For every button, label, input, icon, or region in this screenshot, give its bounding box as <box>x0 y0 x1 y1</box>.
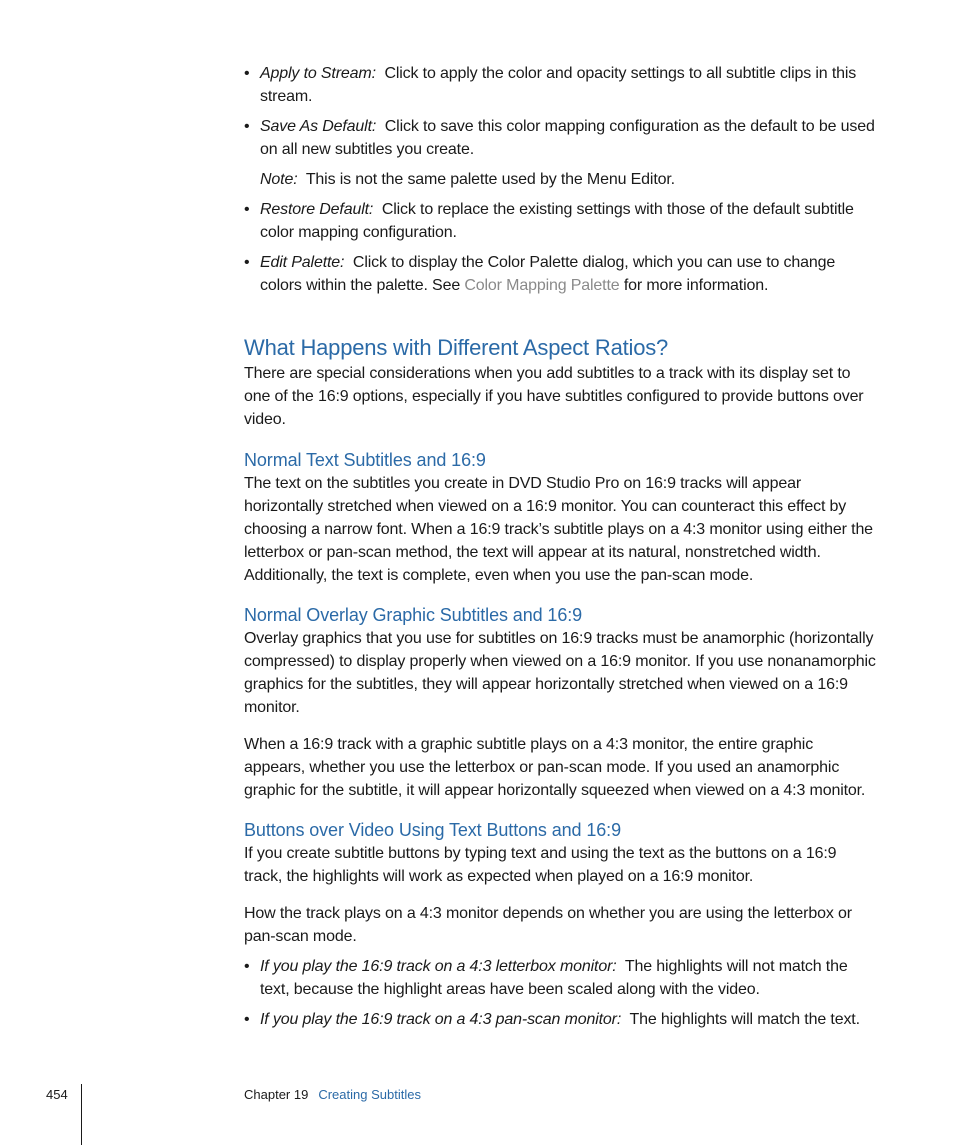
subsection-title: Buttons over Video Using Text Buttons and 16:9 <box>244 820 621 840</box>
chapter-title-link[interactable]: Creating Subtitles <box>318 1087 421 1102</box>
chapter-label: Chapter 19 <box>244 1087 309 1102</box>
bullet-text: Click to display the Color Palette dialog, which you can use to change colors within the palette. See <box>260 254 836 294</box>
subsection-title: Normal Overlay Graphic Subtitles and 16:9 <box>244 605 583 625</box>
note-text: This is not the same palette used by the Menu Editor. <box>305 171 675 188</box>
bullet-text: The highlights will match the text. <box>629 1011 860 1028</box>
page-number: 454 <box>46 1087 68 1102</box>
bullet-term: If you play the 16:9 track on a 4:3 pan-scan monitor: <box>260 1011 622 1028</box>
section-title: What Happens with Different Aspect Ratios? <box>244 335 669 360</box>
list-item: • If you play the 16:9 track on a 4:3 letterbox monitor: The highlights will not match the text, because the highlight areas have been scaled along with the video. <box>244 958 848 998</box>
subsection-title: Normal Text Subtitles and 16:9 <box>244 450 486 470</box>
color-mapping-palette-link[interactable]: Color Mapping Palette <box>464 277 620 294</box>
bullet-text: Click to apply the color and opacity settings to all subtitle clips in this stream. <box>260 65 857 105</box>
page-content <box>244 62 876 1031</box>
list-item: • If you play the 16:9 track on a 4:3 pan-scan monitor: The highlights will match the text. <box>244 1011 860 1028</box>
list-item: • Restore Default: Click to replace the existing settings with those of the default subtitle color mapping configuration. <box>244 201 854 241</box>
bullet-text-end: for more information. <box>619 277 769 294</box>
footer-chapter <box>244 1086 421 1104</box>
note-label: Note: <box>260 171 298 188</box>
bullet-term: Save As Default: <box>260 118 377 135</box>
bullet-text: The highlights will not match the text, because the highlight areas have been scaled along with the video. <box>260 958 848 998</box>
bullet-term: Apply to Stream: <box>260 65 376 82</box>
bullet-term: If you play the 16:9 track on a 4:3 letterbox monitor: <box>260 958 617 975</box>
bullet-text: Click to save this color mapping configuration as the default to be used on all new subtitles you create. <box>260 118 875 158</box>
bullet-term: Edit Palette: <box>260 254 345 271</box>
paragraph: If you create subtitle buttons by typing text and using the text as the buttons on a 16:9 track, the highlights will work as expected when played on a 16:9 monitor. <box>244 845 837 885</box>
paragraph: Overlay graphics that you use for subtitles on 16:9 tracks must be anamorphic (horizontally compressed) to display properly when viewed on a 16:9 monitor. If you use nonanamorphic graphics for the subtitles, they will appear horizontally stretched when viewed on a 16:9 monitor. <box>244 630 876 716</box>
paragraph: How the track plays on a 4:3 monitor depends on whether you are using the letterbox or pan-scan mode. <box>244 905 852 945</box>
bullet-text: Click to replace the existing settings with those of the default subtitle color mapping configuration. <box>260 201 854 241</box>
list-item: • Edit Palette: Click to display the Color Palette dialog, which you can use to change colors within the palette. See Color Mapping Palette for more information. <box>244 254 836 294</box>
footer-divider <box>81 1084 82 1145</box>
paragraph: The text on the subtitles you create in DVD Studio Pro on 16:9 tracks will appear horizontally stretched when viewed on a 16:9 monitor. You can counteract this effect by choosing a narrow font. When a 16:9 track’s subtitle plays on a 4:3 monitor using either the letterbox or pan-scan method, the text will appear at its natural, nonstretched width. Additionally, the text is complete, even when you use the pan-scan mode. <box>244 475 873 584</box>
bullet-term: Restore Default: <box>260 201 374 218</box>
section-intro: There are special considerations when you add subtitles to a track with its display set to one of the 16:9 options, especially if you have subtitles configured to provide buttons over video. <box>244 365 864 428</box>
note <box>244 168 876 191</box>
list-item: • Apply to Stream: Click to apply the color and opacity settings to all subtitle clips in this stream. <box>244 65 857 105</box>
list-item: • Save As Default: Click to save this color mapping configuration as the default to be used on all new subtitles you create. <box>244 118 875 158</box>
paragraph: When a 16:9 track with a graphic subtitle plays on a 4:3 monitor, the entire graphic appears, whether you use the letterbox or pan-scan mode. If you used an anamorphic graphic for the subtitle, it will appear horizontally squeezed when viewed on a 4:3 monitor. <box>244 736 866 799</box>
